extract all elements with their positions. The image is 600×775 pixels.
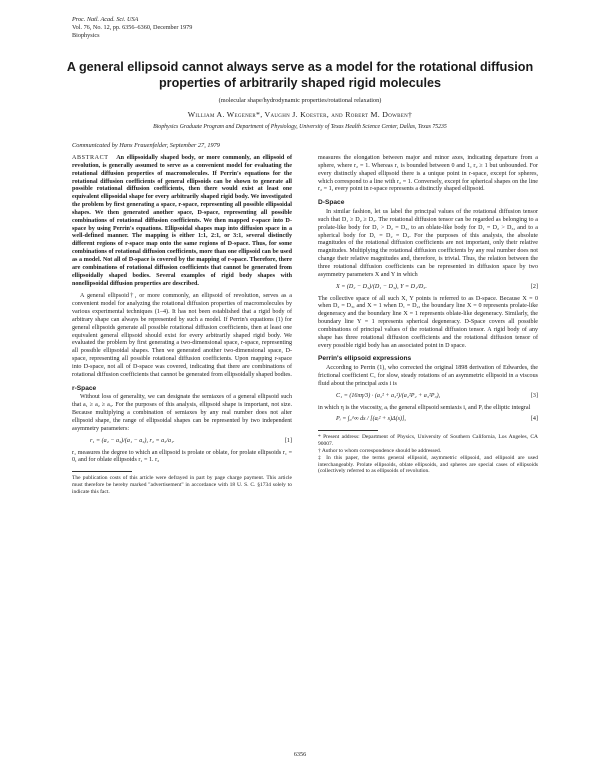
d-space-paragraph-cont: The collective space of all such X, Y points is referred to as D-space. Because X = 0 when D₂ = D₃, and X = 1 when D₁ = D₂, the boundary line X = 0 represents prolate-like degeneracy and the boundary line X = 1 represents oblate-like degeneracy. Similarly, the boundary line Y = 1 represents spherical degeneracy. D-Space covers all possible combinations of principal values of the rotational diffusion tensor. A rigid body of any shape has three rotational diffusion coefficients and the rotational diffusion tensor of every possible rigid body has an associated point in D space. [318, 295, 538, 349]
journal-volume: Vol. 76, No. 12, pp. 6356–6360, December 1979 [72, 23, 193, 31]
footnote-divider [72, 471, 132, 472]
section-heading-r-space: r-Space [72, 384, 97, 392]
footnote-2: † Author to whom correspondence should be addressed. [318, 447, 442, 454]
perrin-paragraph: According to Perrin (1), who corrected the original 1898 derivation of Edwardes, the frictional coefficient C₁ for slow, steady rotations of an asymmetric ellipsoid in a viscous fluid about the principal axis i is [318, 365, 538, 387]
section-heading-perrin: Perrin's ellipsoid expressions [318, 355, 412, 363]
journal-name: Proc. Natl. Acad. Sci. USA [72, 16, 139, 23]
footnote-3: ‡ In this paper, the terms general ellipsoid, asymmetric ellipsoid, and ellipsoid are used interchangeably. Prolate ellipsoids, oblate ellipsoids, and spheres are special cases of ellipsoids (collectively referred to as ellipsoids of revolution. [318, 454, 538, 475]
r-space-paragraph: Without loss of generality, we can designate the semiaxes of a general ellipsoid such that a₁ ≥ a₂ ≥ a₃. For the purposes of this analysis, ellipsoid shape is important, not size. Because multiplying a combination of semiaxes by any real number does not alter ellipsoid shape, the range of ellipsoidal shapes can be represented by two independent asymmetry parameters: [72, 394, 292, 432]
equation-4-number: [4] [530, 416, 538, 423]
left-column [72, 155, 292, 496]
equation-1-number: [1] [284, 437, 292, 444]
communicated-by: Communicated by Hans Frauenfelder, September 27, 1979 [72, 142, 220, 149]
abstract [72, 155, 292, 288]
journal-header [72, 16, 332, 39]
authors: William A. Wegener*, Vaughn J. Koester, and Robert M. Dowben† [187, 110, 413, 119]
d-space-paragraph: In similar fashion, let us label the principal values of the rotational diffusion tensor such that D₁ ≥ D₂ ≥ D₃. The rotational diffusion tensor can be regarded as belonging to a prolate-like body for D₁ > D₂ = D₃, to an oblate-like body for D₁ = D₂ > D₃, and to a spherical body for D₁ = D₂ = D₃. For the purposes of this analysis, the absolute magnitudes of the rotational diffusion coefficients are not important, only their relative magnitudes. Multiplying the rotational diffusion coefficients by any real number does not change their relative magnitudes and, therefore, is trivial. Thus, the relation between the three rotational diffusion coefficients can be represented in diffusion space by two asymmetry parameters X and Y in which [318, 209, 538, 278]
keywords: (molecular shape/hydrodynamic properties/rotational relaxation) [218, 97, 382, 104]
equation-1-body: r₁ = (a₂ − a₃)/(a₁ − a₃), r₂ = a₃/a₁. [90, 437, 175, 444]
equation-2-number: [2] [530, 283, 538, 290]
abstract-label: ABSTRACT [72, 155, 109, 161]
abstract-text: An ellipsoidally shaped body, or more commonly, an ellipsoid of revolution, is generally assumed to serve as a convenient model for evaluating the rotational diffusion properties of macromolecules. If Perrin's equations for the rotational diffusion coefficients of general ellipsoids can be shown to generate all possible rotational diffusion coefficients, then there would exist at least one equivalent ellipsoidal shape for every arbitrarily shaped rigid body. We investigated the problem by first generating a space, r-space, representing all possible ellipsoidal shapes. We then generated another space, D-space, representing all possible combinations of rotational diffusion coefficients. We then mapped r-space into D-space by using Perrin's equations. Ellipsoidal shapes map into diffusion space in a well-defined manner. The mapping is either 1:1, 2:1, or 3:1, several distinctly different regions of r-space map onto the same regions of D-space. Thus, for some combinations of rotational diffusion coefficients, more than one ellipsoid can be used as a model. Not all of D-space is covered by the mapping of r-space. Therefore, there are combinations of rotational diffusion coefficients that cannot be generated from ellipsoidally shaped bodies. Several examples of rigid body shapes with nonellipsoidal diffusion properties are described. [72, 155, 292, 287]
footnote-1: * Present address: Department of Physics, University of Southern California, Los Angeles, CA 90007. [318, 434, 538, 448]
r-space-paragraph-cont: r₁ measures the degree to which an ellipsoid is prolate or oblate, for prolate ellipsoids r₁ = 0, and for oblate ellipsoids r₁ = 1. r₂ [72, 449, 292, 464]
equation-1 [72, 438, 292, 446]
footnote-divider-right [318, 430, 378, 431]
affiliation: Biophysics Graduate Program and Department of Physiology, University of Texas Health Science Center, Dallas, Texas 75235 [153, 124, 447, 130]
r-space-paragraph-continued: measures the elongation between major and minor axes, indicating departure from a sphere, where r₂ = 1. Whereas r₁ is bounded between 0 and 1, r₂ ≥ 1 but unbounded. For every distinctly shaped ellipsoid there is a unique point in r-space, except for spheres, which correspond to a line with r₂ = 1. Conversely, except for spherical shapes on the line r₂ = 1, every point in r-space represents a distinctly shaped ellipsoid. [318, 155, 538, 193]
equation-3 [318, 393, 538, 401]
equation-3-number: [3] [530, 392, 538, 399]
journal-section: Biophysics [72, 31, 100, 39]
equation-3-body: C₁ = (16πη/3) · (a₂² + a₃²)/(a₂²P₂ + a₃²P₃), [336, 392, 441, 399]
intro-paragraph: A general ellipsoid†, or more commonly, an ellipsoid of revolution, serves as a convenient model for analyzing the rotational diffusion properties of macromolecules by various experimental techniques (1–4). It has not been established that a rigid body of arbitrary shape can always be represented by such a model. If Perrin's equations (1) for general ellipsoids generate all possible rotational diffusion coefficients, then at least one equivalent general ellipsoid should exist for every arbitrarily shaped rigid body. We evaluated the problem by first generating a two-dimensional space, r-space, representing all possible ellipsoidal shapes. Then we generated another two-dimensional space, D-space, representing all possible rotational diffusion coefficients. Upon mapping r-space into D-space, not all of D-space was covered, indicating that there are combinations of rotational diffusion coefficients that cannot be generated from ellipsoidally shaped bodies. [72, 293, 292, 378]
page-number: 6356 [293, 751, 307, 758]
right-column [318, 155, 538, 475]
equation-2-body: X = (D₂ − D₃)/(D₁ − D₃), Y = D₁/D₃. [336, 283, 427, 290]
equation-4-body: Pᵢ = ∫₀^∞ ds / [(aᵢ² + s)Δ(s)], [336, 416, 406, 423]
equation-4 [318, 416, 538, 424]
paper-title: A general ellipsoid cannot always serve as a model for the rotational diffusion properties of arbitrarily shaped rigid molecules [66, 60, 534, 90]
perrin-paragraph-cont: in which η is the viscosity, aᵢ the general ellipsoid semiaxis i, and Pᵢ the elliptic integral [318, 404, 531, 411]
section-heading-d-space: D-Space [318, 199, 345, 207]
equation-2 [318, 284, 538, 292]
publication-cost-note: The publication costs of this article were defrayed in part by page charge payment. This article must therefore be hereby marked "advertisement" in accordance with 18 U. S. C. §1734 solely to indicate this fact. [72, 475, 292, 495]
